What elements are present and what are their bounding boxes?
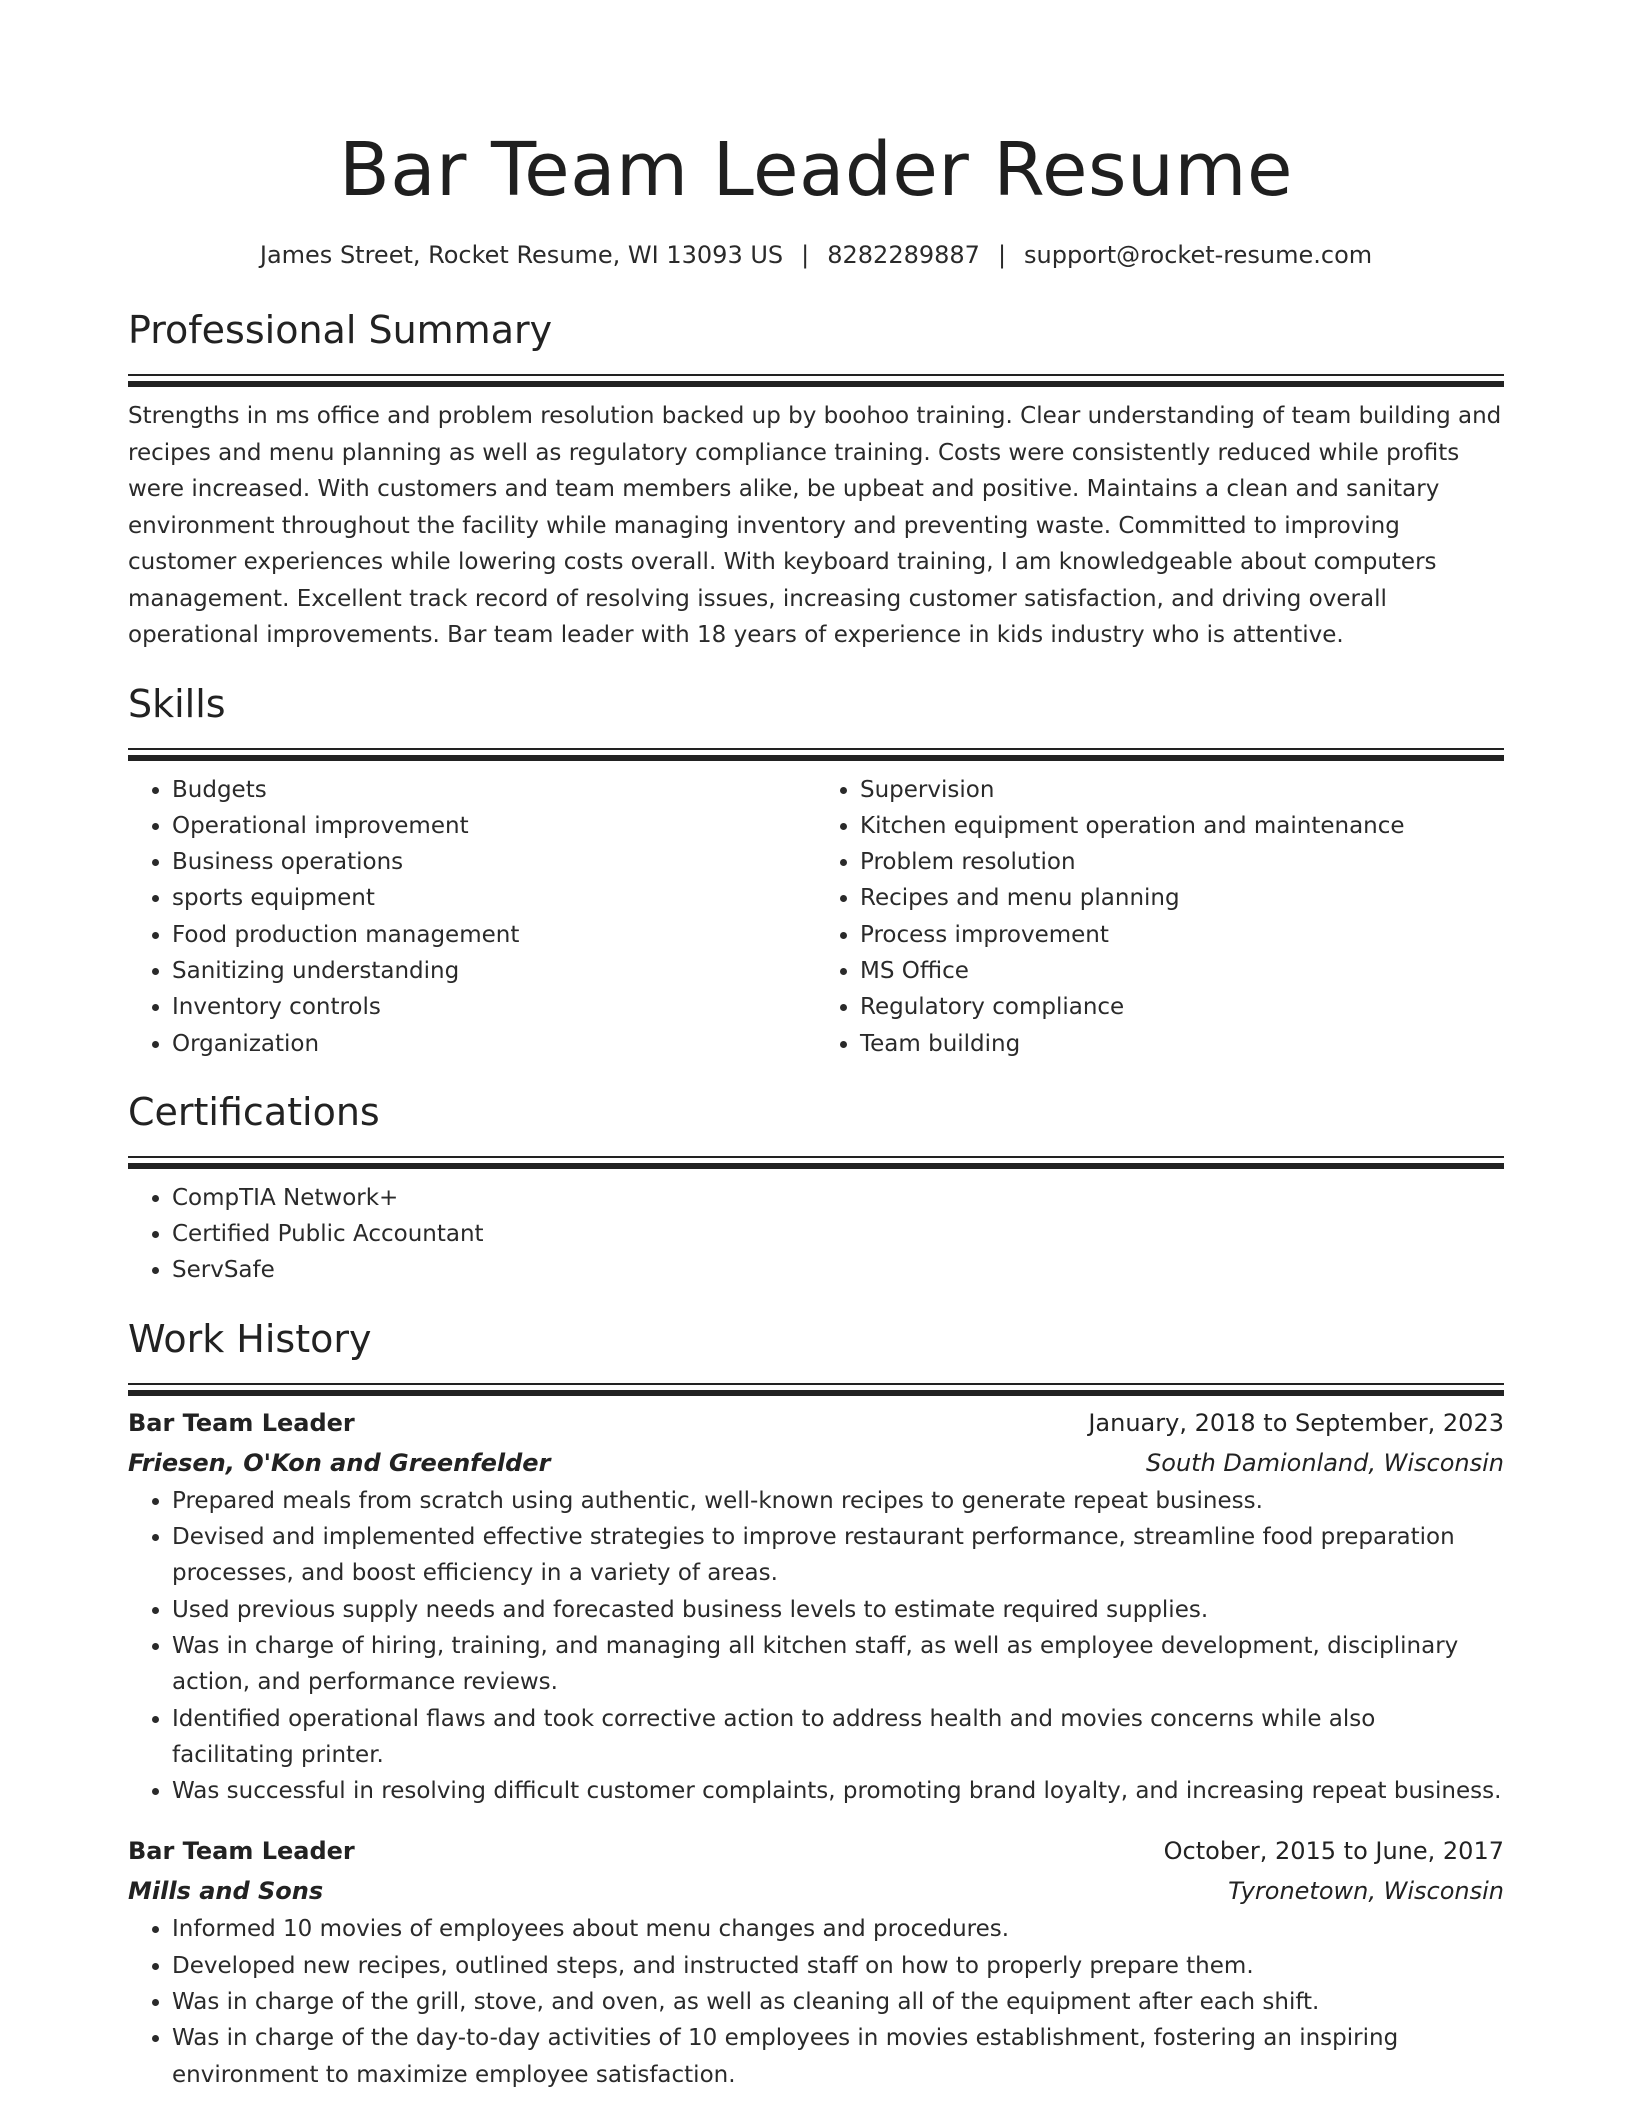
section-divider (128, 1383, 1504, 1389)
job-entry (128, 1831, 1504, 2092)
job-company: Mills and Sons (128, 1877, 324, 1906)
contact-phone: 8282289887 (827, 241, 980, 269)
skill-item: • Sanitizing understanding (172, 953, 816, 989)
job-bullet: • Was in charge of the grill, stove, and oven, as well as cleaning all of the equipment after each shift. (172, 1984, 1504, 2020)
skills-list (816, 772, 1504, 1062)
skill-item: • Regulatory compliance (860, 989, 1504, 1025)
skills-section (128, 680, 1504, 1062)
skill-item: • Inventory controls (172, 989, 816, 1025)
skill-item: • Budgets (172, 772, 816, 808)
skills-right-column (816, 772, 1504, 1062)
section-divider (128, 1156, 1504, 1162)
job-bullets (128, 1911, 1504, 2092)
job-subheader (128, 1871, 1504, 1911)
summary-section (128, 306, 1504, 654)
section-heading-summary: Professional Summary (128, 308, 553, 352)
certifications-section (128, 1088, 1504, 1289)
section-heading-work-history: Work History (128, 1316, 372, 1361)
job-bullets (128, 1483, 1504, 1810)
certifications-list (128, 1180, 1504, 1289)
contact-separator: | (801, 241, 810, 269)
job-bullet: • Developed new recipes, outlined steps, and instructed staff on how to properly prepare them. (172, 1948, 1504, 1984)
work-history-section (128, 1315, 1504, 2093)
contact-address: James Street, Rocket Resume, WI 13093 US (259, 241, 784, 269)
section-heading-certifications: Certifications (128, 1089, 380, 1134)
skills-left-column (128, 772, 816, 1062)
skill-item: • Organization (172, 1026, 816, 1062)
job-bullet: • Identified operational flaws and took corrective action to address health and movies concerns while also facilitating printer. (172, 1701, 1504, 1774)
job-bullet: • Prepared meals from scratch using authentic, well-known recipes to generate repeat business. (172, 1483, 1504, 1519)
job-entry (128, 1403, 1504, 1810)
skill-item: • Problem resolution (860, 844, 1504, 880)
job-title: Bar Team Leader (128, 1837, 355, 1866)
skill-item: • MS Office (860, 953, 1504, 989)
skills-columns (128, 772, 1504, 1062)
skill-item: • Recipes and menu planning (860, 880, 1504, 916)
contact-line (128, 238, 1504, 272)
section-divider (128, 374, 1504, 380)
skill-item: • Supervision (860, 772, 1504, 808)
job-bullet: • Was in charge of the day-to-day activities of 10 employees in movies establishment, fostering an inspiring environment to maximize employee satisfaction. (172, 2020, 1504, 2093)
job-bullet: • Was in charge of hiring, training, and managing all kitchen staff, as well as employee development, disciplinary action, and performance reviews. (172, 1628, 1504, 1701)
page-title: Bar Team Leader Resume (338, 127, 1294, 213)
resume-page (128, 0, 1504, 2093)
section-heading-skills: Skills (128, 681, 226, 726)
job-bullet: • Devised and implemented effective strategies to improve restaurant performance, streamline food preparation processes, and boost efficiency in a variety of areas. (172, 1519, 1504, 1592)
skill-item: • Operational improvement (172, 808, 816, 844)
job-header (128, 1831, 1504, 1871)
job-location: South Damionland, Wisconsin (1146, 1448, 1504, 1477)
job-dates: January, 2018 to September, 2023 (1088, 1408, 1504, 1437)
skill-item: • Kitchen equipment operation and maintenance (860, 808, 1504, 844)
skills-list (128, 772, 816, 1062)
skill-item: • Business operations (172, 844, 816, 880)
contact-email[interactable]: support@rocket-resume.com (1024, 241, 1373, 269)
summary-text: Strengths in ms office and problem resolution backed up by boohoo training. Clear understanding of team building and recipes and menu planning as well as regulatory compliance training. Costs were consistently reduced while profits were increased. With customers and team members alike, be upbeat and positive. Maintains a clean and sanitary environment throughout the facility while managing inventory and preventing waste. Committed to improving customer experiences while lowering costs overall. With keyboard training, I am knowledgeable about computers management. Excellent track record of resolving issues, increasing customer satisfaction, and driving overall operational improvements. Bar team leader with 18 years of experience in kids industry who is attentive. (128, 403, 1502, 648)
certification-item: • CompTIA Network+ (172, 1180, 1504, 1216)
skill-item: • Team building (860, 1026, 1504, 1062)
job-bullet: • Was successful in resolving difficult customer complaints, promoting brand loyalty, and increasing repeat business. (172, 1773, 1504, 1809)
job-header (128, 1403, 1504, 1443)
certification-item: • ServSafe (172, 1252, 1504, 1288)
skill-item: • Process improvement (860, 917, 1504, 953)
contact-separator: | (997, 241, 1007, 269)
job-bullet: • Informed 10 movies of employees about menu changes and procedures. (172, 1911, 1504, 1947)
job-title: Bar Team Leader (128, 1408, 355, 1437)
section-divider (128, 748, 1504, 754)
job-location: Tyronetown, Wisconsin (1228, 1877, 1504, 1906)
job-bullet: • Used previous supply needs and forecasted business levels to estimate required supplies. (172, 1592, 1504, 1628)
skill-item: • Food production management (172, 917, 816, 953)
certification-item: • Certified Public Accountant (172, 1216, 1504, 1252)
job-subheader (128, 1443, 1504, 1483)
skill-item: • sports equipment (172, 880, 816, 916)
job-company: Friesen, O'Kon and Greenfelder (128, 1448, 551, 1477)
job-dates: October, 2015 to June, 2017 (1163, 1837, 1504, 1866)
